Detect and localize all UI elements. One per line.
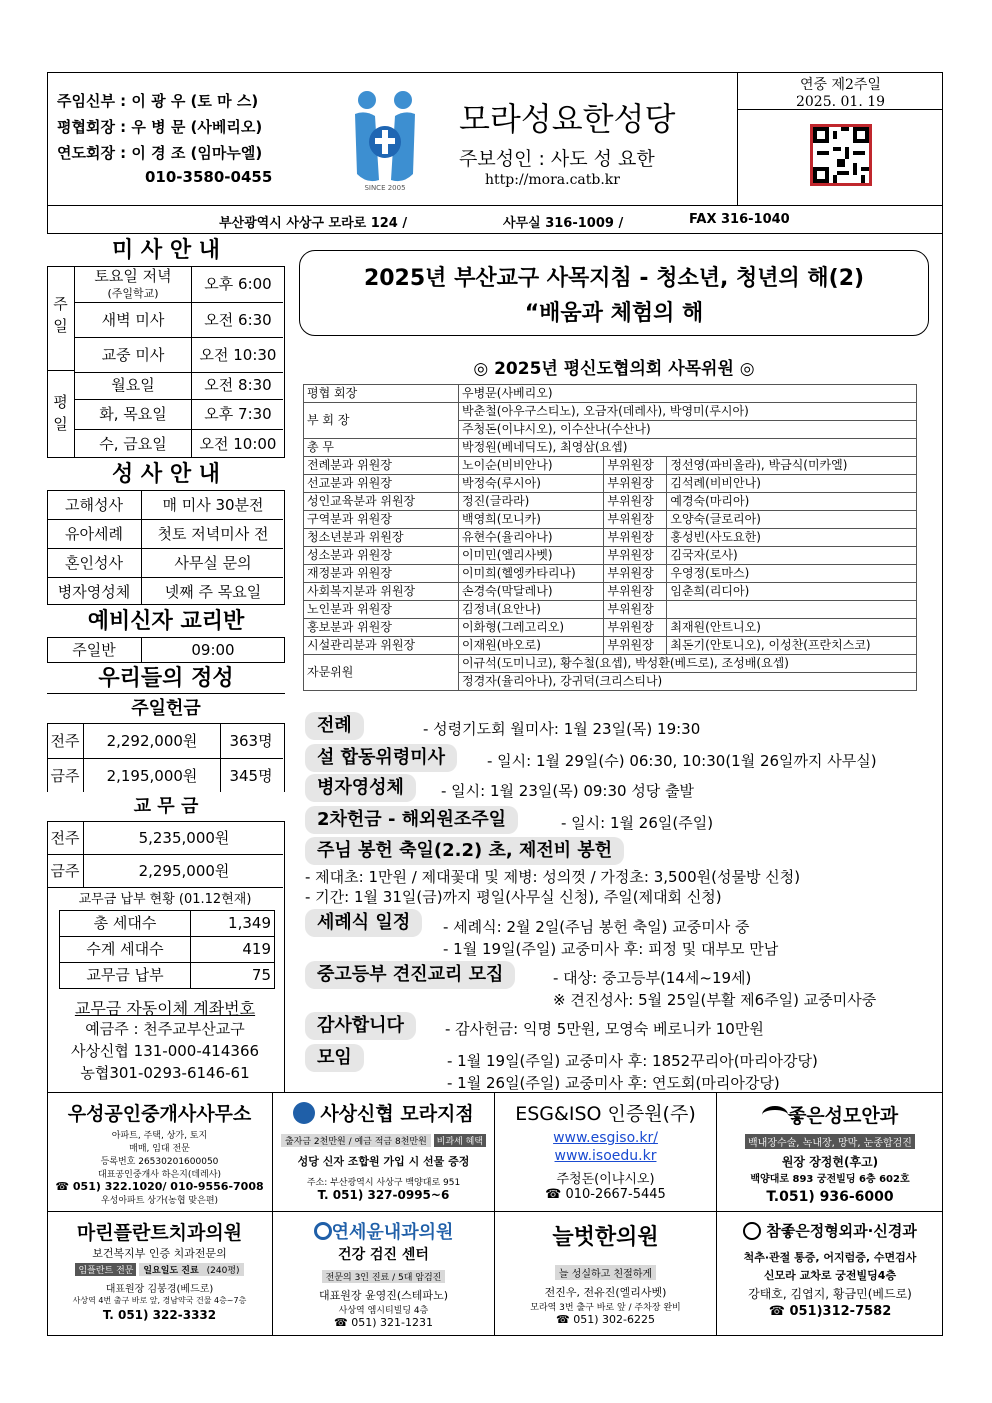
notice-text: - 일시: 1월 29일(수) 06:30, 10:30(1월 26일까지 사무실)	[487, 752, 877, 770]
ad-eye-clinic[interactable]	[717, 1093, 943, 1211]
credit-union-logo-icon	[293, 1102, 315, 1124]
staff-row: 연도회장 : 이 경 조 (임마누엘)	[57, 144, 263, 162]
ad-realestate[interactable]	[47, 1093, 273, 1211]
mass-sub: (주일학교)	[107, 287, 159, 300]
staff-row: 평협회장 : 우 병 문 (사베리오)	[57, 118, 263, 136]
sacrament-name: 혼인성사	[65, 554, 123, 572]
headline-line1: 2025년 부산교구 사목지침 - 청소년, 청년의 해(2)	[363, 266, 865, 291]
offering-title: 우리들의 정성	[47, 662, 285, 694]
mass-name: 교중 미사	[101, 346, 165, 364]
committee-row: 청소년분과 위원장 유현수(율리아나) 부위원장 홍성빈(사도요한)	[304, 529, 917, 547]
catechumen-time: 09:00	[141, 638, 284, 662]
status-label: 교무금 납부	[86, 966, 164, 984]
address-bar	[47, 206, 943, 234]
ad-line: ☎ 051) 322.1020/ 010-9556-7008	[55, 1180, 264, 1193]
header	[47, 72, 943, 206]
ad-tag: (240평)	[203, 1263, 244, 1276]
ad-dental[interactable]	[47, 1212, 273, 1336]
committee-row: 정경자(율리아나), 강귀덕(크리스티나)	[304, 673, 917, 691]
committee-row: 재정분과 위원장 이미희(헬엥카타리나) 부위원장 우영정(토마스)	[304, 565, 917, 583]
ad-line: 척추·관절 통증, 어지럼증, 수면검사	[743, 1251, 917, 1264]
ad-ortho-clinic[interactable]	[717, 1212, 943, 1336]
ad-line: T. 051) 322-3332	[102, 1308, 217, 1322]
mass-time: 오전 6:30	[191, 303, 284, 337]
ad-tag: 일요일도 진료	[139, 1263, 202, 1276]
notice-label: 전례	[305, 712, 364, 740]
notice-text: ※ 견진성사: 5월 25일(부활 제6주일) 교중미사중	[553, 991, 877, 1009]
notice-label: 모임	[305, 1044, 364, 1072]
weekday-label: 평일	[47, 371, 75, 457]
committee-row: 전례분과 위원장 노이순(비비안나) 부위원장 정선영(파비올라), 박금식(미카엘)	[304, 457, 917, 475]
notice-label: 중고등부 견진교리 모집	[305, 961, 515, 989]
due-label: 금주	[50, 862, 80, 880]
ad-line: 사상역 4번 출구 바로 앞, 경남약국 건물 4층~7층	[72, 1296, 247, 1305]
church-name: 모라성요한성당	[459, 100, 676, 138]
ad-esg-iso[interactable]	[495, 1093, 717, 1211]
ad-line: 백양대로 893 궁전빌딩 6층 602호	[750, 1174, 910, 1185]
ad-line: 강태호, 김엽지, 황금민(베드로)	[748, 1287, 912, 1301]
sacrament-name: 유아세례	[65, 525, 123, 543]
notice-text: - 제대초: 1만원 / 제대꽃대 및 제병: 성의껏 / 가정초: 3,500원(성물방 신청)	[305, 868, 801, 886]
due-title: 교 무 금	[47, 792, 285, 822]
committee-row: 노인분과 위원장 김정녀(요안나) 부위원장	[304, 601, 917, 619]
mass-name: 화, 목요일	[99, 405, 167, 423]
offering-count: 363명	[229, 732, 273, 750]
notice-text: - 성령기도회 월미사: 1월 23일(목) 19:30	[423, 720, 701, 738]
sacrament-value: 넷째 주 목요일	[141, 578, 284, 606]
notice-text: - 대상: 중고등부(14세~19세)	[553, 969, 752, 987]
mass-time: 오전 10:00	[191, 430, 284, 459]
committee-row: 평협 회장 우병문(사베리오)	[304, 385, 917, 403]
ad-tag: 임플란트 전문	[75, 1263, 136, 1276]
sacrament-name: 병자영성체	[57, 583, 131, 601]
notice-label: 2차헌금 - 해외원조주일	[305, 806, 518, 834]
due-amount: 2,295,000원	[83, 855, 284, 887]
office-phone: 사무실 316-1009 /	[503, 216, 624, 231]
committee-row: 구역분과 위원장 백영희(모니카) 부위원장 오양숙(글로리아)	[304, 511, 917, 529]
sacrament-value: 매 미사 30분전	[141, 491, 284, 519]
qr-code[interactable]	[810, 124, 872, 186]
sacrament-table	[47, 491, 283, 606]
offering-count: 345명	[229, 767, 273, 785]
due-label: 전주	[50, 829, 80, 847]
ad-oriental-clinic[interactable]	[495, 1212, 717, 1336]
ad-line: T. 051) 327-0995~6	[317, 1188, 450, 1202]
ad-title: 늘벗한의원	[552, 1224, 659, 1250]
account-number: 농협301-0293-6146-61	[80, 1064, 250, 1082]
offering-amount: 2,195,000원	[83, 759, 221, 793]
notice-text: - 감사헌금: 익명 5만원, 모영숙 베로니카 10만원	[445, 1020, 764, 1038]
ad-line: ☎ 010-2667-5445	[545, 1187, 666, 1202]
ad-link[interactable]: www.esgiso.kr/	[553, 1130, 658, 1146]
sunday-offering-title: 주일헌금	[47, 694, 285, 724]
bulletin-date: 2025. 01. 19	[795, 94, 886, 110]
ad-tag: 백내장수술, 녹내장, 망막, 눈종합검진	[745, 1134, 915, 1149]
ad-internal-clinic[interactable]	[273, 1212, 495, 1336]
notice-text: - 1월 19일(주일) 교중미사 후: 1852꾸리아(마리아강당)	[447, 1052, 818, 1070]
ad-line: 전진우, 전유진(엘리사벳)	[544, 1286, 667, 1299]
ad-line: 보건복지부 인증 치과전문의	[92, 1247, 227, 1260]
headline-box	[299, 250, 929, 336]
notice-text: - 세례식: 2월 2일(주님 봉헌 축일) 교중미사 중	[443, 918, 750, 936]
sunday-offering-table	[47, 724, 283, 794]
account-holder: 예금주 : 천주교부산교구	[85, 1020, 245, 1038]
church-logo	[345, 84, 425, 194]
headline-line2: “배움과 체험의 해	[524, 301, 704, 326]
ad-line: 주소: 부산광역시 사상구 백양대로 951	[306, 1178, 461, 1188]
offering-amount: 2,292,000원	[83, 724, 221, 758]
left-column	[47, 234, 285, 1092]
mass-title: 미 사 안 내	[47, 234, 285, 267]
ad-line: 아파트, 주택, 상가, 토지	[111, 1131, 208, 1141]
mass-time: 오후 7:30	[191, 400, 284, 429]
notice-label: 주님 봉헌 축일(2.2) 초, 제전비 봉헌	[305, 837, 624, 865]
church-phone: 010-3580-0455	[145, 168, 273, 186]
status-label: 수계 세대수	[86, 940, 164, 958]
ad-title: 마린플란트치과의원	[76, 1222, 243, 1244]
catechumen-row	[47, 638, 283, 662]
account-number: 사상신협 131-000-414366	[70, 1042, 260, 1060]
sacrament-value: 첫토 저녁미사 전	[141, 520, 284, 548]
ad-line: 사상역 엠시티빌딩 4층	[338, 1306, 429, 1316]
staff-list	[57, 90, 327, 194]
patron-saint: 주보성인 : 사도 성 요한	[459, 148, 655, 170]
notice-label: 세례식 일정	[305, 909, 422, 937]
notice-label: 병자영성체	[305, 774, 416, 802]
committee-row: 주청돈(이냐시오), 이수산나(수산나)	[304, 421, 917, 439]
ad-title: 사상신협 모라지점	[320, 1103, 474, 1125]
mass-time: 오전 8:30	[191, 371, 284, 399]
ad-line: ☎ 051) 321-1231	[334, 1316, 433, 1329]
date-panel	[737, 72, 943, 206]
ad-title: ESG&ISO 인증원(주)	[515, 1103, 696, 1125]
mass-name: 수, 금요일	[99, 435, 167, 453]
status-label: 총 세대수	[93, 914, 157, 932]
mass-name: 새벽 미사	[101, 311, 165, 329]
notice-label: 설 합동위령미사	[305, 744, 457, 772]
ad-tag: 늘 성실하고 친절하게	[555, 1265, 656, 1280]
church-url[interactable]: http://mora.catb.kr	[485, 172, 620, 188]
ad-link[interactable]: www.isoedu.kr	[554, 1148, 657, 1164]
committee-row: 총 무 박정원(베네딕도), 최영삼(요셉)	[304, 439, 917, 457]
due-status-title: 교무금 납부 현황 (01.12현재)	[78, 892, 252, 907]
ad-tag: 비과세 혜택	[434, 1134, 486, 1147]
notice-text: - 일시: 1월 26일(주일)	[561, 814, 714, 832]
due-amount: 5,235,000원	[83, 822, 284, 854]
ad-line: ☎ 051)312-7582	[768, 1304, 892, 1319]
ad-line: 대표공인중개사 하은지(데레사)	[98, 1170, 221, 1180]
ad-title: 연세윤내과의원	[331, 1222, 454, 1243]
ad-line: 건강 검진 센터	[338, 1247, 429, 1263]
ortho-logo-icon	[743, 1222, 761, 1240]
notice-text: - 1월 26일(주일) 교중미사 후: 연도회(마리아강당)	[447, 1074, 780, 1092]
ad-credit-union[interactable]	[273, 1093, 495, 1211]
ad-line: T.051) 936-6000	[766, 1189, 894, 1205]
ad-line: 주청돈(이냐시오)	[556, 1172, 655, 1187]
committee-row: 자문위원 이규석(도미니코), 황수철(요셉), 박성환(베드로), 조성배(요셉)	[304, 655, 917, 673]
committee-row: 사회복지분과 위원장 손경숙(막달레나) 부위원장 임춘희(리디아)	[304, 583, 917, 601]
notice-label: 감사합니다	[305, 1012, 416, 1040]
mass-name: 토요일 저녁	[94, 267, 172, 285]
notice-text: - 일시: 1월 23일(목) 09:30 성당 출발	[441, 782, 695, 800]
fax-number: FAX 316-1040	[689, 212, 790, 227]
ad-line: 성당 신자 조합원 가입 시 선물 증정	[297, 1155, 470, 1168]
committee-row: 성인교육분과 위원장 정진(글라라) 부위원장 예경숙(마리아)	[304, 493, 917, 511]
mass-name: 월요일	[111, 376, 155, 394]
account-title: 교무금 자동이체 계좌번호	[74, 999, 256, 1018]
committee-row: 홍보분과 위원장 이화형(그레고리오) 부위원장 최재원(안트니오)	[304, 619, 917, 637]
mass-time: 오후 6:00	[191, 267, 284, 302]
committee-row: 선교분과 위원장 박정숙(루시아) 부위원장 김석례(비비안나)	[304, 475, 917, 493]
ad-line: 대표원장 윤영진(스테파노)	[319, 1289, 448, 1302]
church-address: 부산광역시 사상구 모라로 124 /	[219, 216, 408, 231]
due-table	[47, 822, 283, 888]
committee-row: 부 회 장 박춘철(아우구스티노), 오금자(데레사), 박영미(루시아)	[304, 403, 917, 421]
ad-line: 모라역 3번 출구 바로 앞 / 주차장 완비	[530, 1303, 681, 1313]
ad-title: 참좋은정형외과·신경과	[766, 1222, 917, 1240]
status-value: 1,349	[190, 911, 271, 936]
committee-table	[303, 384, 917, 691]
staff-row: 주임신부 : 이 광 우 (토 마 스)	[57, 92, 259, 110]
ad-title: 우성공인중개사사무소	[67, 1103, 252, 1125]
ads-row-2	[47, 1212, 943, 1336]
eye-logo-icon	[762, 1106, 788, 1124]
ad-line: 등록번호 26530201600050	[100, 1157, 219, 1167]
sacrament-name: 고해성사	[65, 496, 123, 514]
due-status-table	[59, 910, 275, 989]
status-value: 75	[190, 963, 271, 988]
catechumen-title: 예비신자 교리반	[47, 604, 285, 638]
sacrament-value: 사무실 문의	[141, 549, 284, 577]
committee-row: 성소분과 위원장 이미민(엘리사벳) 부위원장 김국자(로사)	[304, 547, 917, 565]
mass-time: 오전 10:30	[191, 338, 284, 372]
status-value: 419	[190, 937, 271, 962]
ad-line: ☎ 051) 302-6225	[556, 1313, 655, 1326]
ad-line: 원장 장정현(후고)	[781, 1155, 879, 1169]
sacrament-title: 성 사 안 내	[47, 457, 285, 491]
ads-row-1	[47, 1092, 943, 1212]
ad-title: 좋은성모안과	[787, 1105, 899, 1127]
catechumen-label: 주일반	[72, 641, 116, 659]
ad-line: 신모라 교차로 궁전빌딩4층	[763, 1269, 897, 1282]
committee-title: ◎ 2025년 평신도협의회 사목위원 ◎	[473, 359, 755, 379]
ad-line: 대표원장 김봉경(베드로)	[105, 1284, 214, 1295]
offering-label: 전주	[50, 732, 80, 750]
right-column	[285, 234, 943, 1092]
sunday-label: 주일	[47, 267, 75, 371]
committee-row: 시설관리분과 위원장 이재원(바오로) 부위원장 최돈기(안토니오), 이성찬(프란치스코)	[304, 637, 917, 655]
clinic-logo-icon	[314, 1222, 332, 1240]
notice-text: - 기간: 1월 31일(금)까지 평일(사무실 신청), 주일(제대회 신청)	[305, 888, 722, 906]
ad-tag: 출자금 2천만원 / 예금 적금 8천만원	[281, 1134, 431, 1147]
logo-text: SINCE 2005	[364, 184, 406, 192]
ad-line: 우성아파트 상가(농협 맞은편)	[100, 1196, 219, 1206]
ad-line: 매매, 임대 전문	[129, 1144, 190, 1154]
liturgical-week: 연중 제2주일	[800, 77, 881, 93]
notice-text: - 1월 19일(주일) 교중미사 후: 피정 및 대부모 만남	[443, 940, 779, 958]
ad-tag: 전문의 3인 진료 / 5대 암검진	[322, 1270, 446, 1283]
offering-label: 금주	[50, 767, 80, 785]
